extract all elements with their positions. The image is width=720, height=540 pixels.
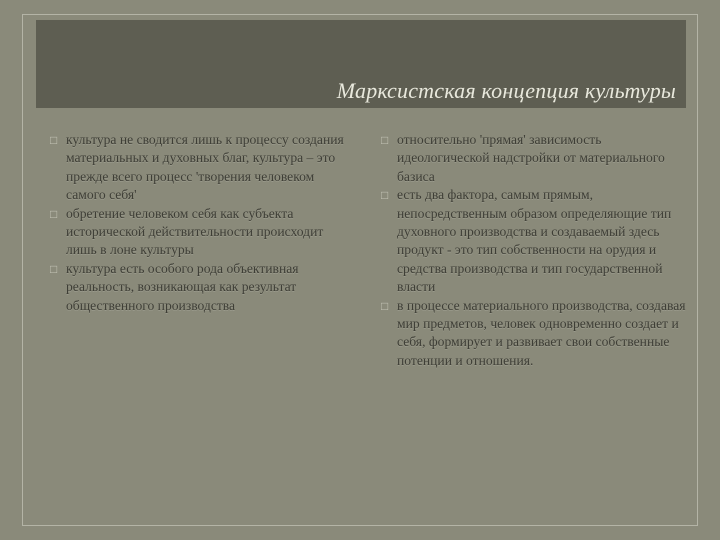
square-bullet-icon: □ <box>381 298 389 313</box>
left-column <box>50 131 350 315</box>
list-item <box>381 297 689 371</box>
square-bullet-icon: □ <box>50 206 58 221</box>
list-item-text: культура есть особого рода объективная реальность, возникающая как результат общественного производства <box>66 260 299 313</box>
slide-title: Марксистская концепция культуры <box>336 78 676 103</box>
list-item-text: есть два фактора, самым прямым, непосредственным образом определяющие тип духовного производства и создаваемый здесь продукт - это тип собственности на орудия и средства производства и тип государственной власти <box>397 187 672 295</box>
list-item <box>381 186 689 296</box>
square-bullet-icon: □ <box>50 261 58 276</box>
list-item <box>381 131 689 186</box>
square-bullet-icon: □ <box>381 133 389 147</box>
list-item-text: обретение человеком себя как субъекта исторической действительности происходит лишь в лоне культуры <box>66 205 324 258</box>
square-bullet-icon: □ <box>381 188 389 203</box>
list-item <box>50 131 350 205</box>
right-column <box>381 131 689 370</box>
title-bar <box>36 20 686 108</box>
list-item <box>50 260 350 315</box>
list-item-text: относительно 'прямая' зависимость идеологической надстройки от материального базиса <box>397 132 665 184</box>
list-item-text: в процессе материального производства, создавая мир предметов, человек одновременно создает и себя, формирует и развивает свои собственные потенции и отношения. <box>397 297 686 368</box>
list-item-text: культура не сводится лишь к процессу создания материальных и духовных благ, культура – это прежде всего процесс 'творения человеком самого себя' <box>66 132 344 203</box>
square-bullet-icon: □ <box>50 133 58 147</box>
list-item <box>50 205 350 260</box>
